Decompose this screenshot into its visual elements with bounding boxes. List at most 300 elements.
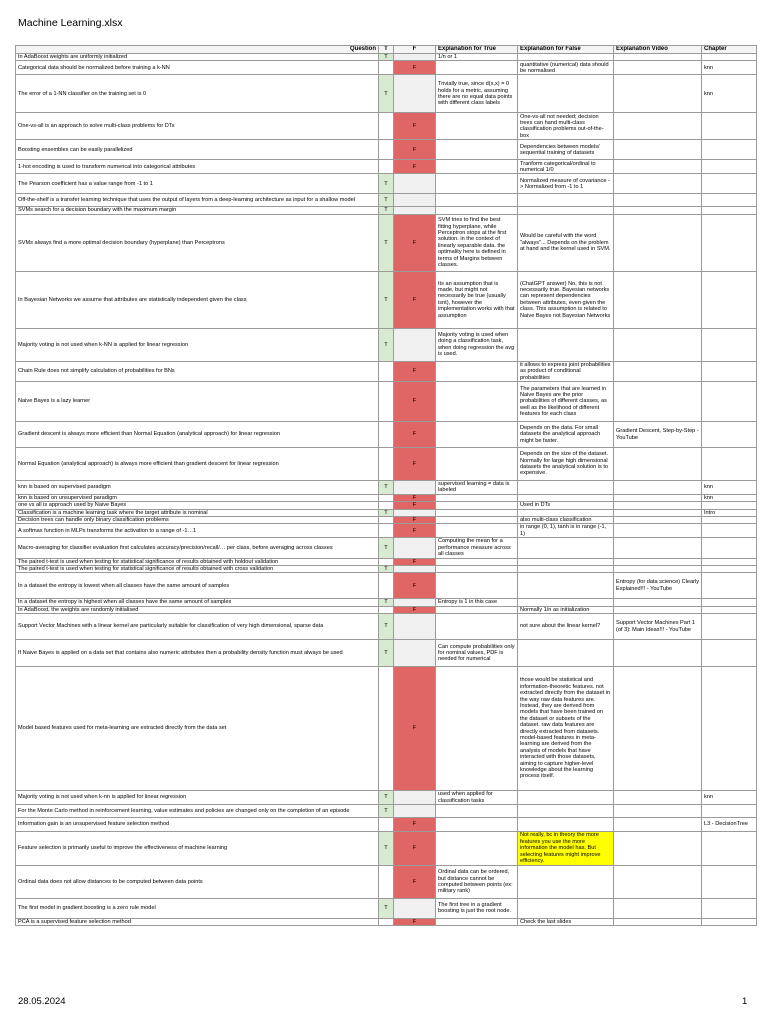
chapter-cell	[702, 614, 757, 640]
chapter-cell	[702, 174, 757, 194]
header-true: T	[379, 46, 394, 54]
true-cell	[379, 422, 394, 448]
chapter-cell	[702, 422, 757, 448]
true-cell	[379, 517, 394, 524]
explanation-false-cell: quantitative (numerical) data should be normalised	[518, 61, 614, 75]
false-cell: F	[394, 448, 436, 481]
true-cell: T	[379, 54, 394, 61]
video-cell	[614, 113, 702, 140]
video-cell	[614, 214, 702, 271]
explanation-false-cell	[518, 509, 614, 516]
explanation-true-cell	[436, 113, 518, 140]
true-cell: T	[379, 599, 394, 606]
chapter-cell: knn	[702, 481, 757, 495]
video-cell	[614, 640, 702, 667]
false-cell	[394, 75, 436, 113]
true-cell	[379, 361, 394, 381]
explanation-false-cell: Depends on the size of the dataset. Normally for large high dimensional datasets the analytical solution is to expensive.	[518, 448, 614, 481]
video-cell	[614, 817, 702, 831]
false-cell: F	[394, 865, 436, 898]
video-cell	[614, 207, 702, 214]
question-cell: SVMs search for a decision boundary with the maximum margin	[16, 207, 379, 214]
false-cell: F	[394, 667, 436, 791]
explanation-false-cell: One-vs-all not needed; decision trees can hand multi-class classification problems out-of-the-box	[518, 113, 614, 140]
false-cell: F	[394, 517, 436, 524]
table-row	[16, 509, 757, 516]
chapter-cell	[702, 524, 757, 538]
video-cell: Entropy (for data science) Clearly Explained!!! - YouTube	[614, 573, 702, 599]
spreadsheet	[15, 45, 756, 926]
explanation-true-cell	[436, 558, 518, 565]
chapter-cell	[702, 831, 757, 865]
true-cell	[379, 817, 394, 831]
false-cell: F	[394, 831, 436, 865]
explanation-true-cell	[436, 160, 518, 174]
chapter-cell: knn	[702, 75, 757, 113]
explanation-true-cell: used when applied for classification tasks	[436, 791, 518, 805]
question-cell: The first model in gradient boosting is a zero rule model	[16, 898, 379, 918]
explanation-false-cell	[518, 565, 614, 572]
chapter-cell	[702, 558, 757, 565]
video-cell	[614, 75, 702, 113]
explanation-true-cell	[436, 573, 518, 599]
video-cell	[614, 558, 702, 565]
true-cell	[379, 502, 394, 509]
table-row	[16, 160, 757, 174]
explanation-true-cell	[436, 174, 518, 194]
header-row	[16, 46, 757, 54]
explanation-true-cell	[436, 524, 518, 538]
false-cell	[394, 565, 436, 572]
chapter-cell	[702, 140, 757, 160]
false-cell	[394, 791, 436, 805]
explanation-false-cell: Not really, bc in theory the more features you use the more information the model has. But selecting features might improve efficiency.	[518, 831, 614, 865]
table-row	[16, 606, 757, 613]
table-row	[16, 565, 757, 572]
explanation-false-cell: Used in DTs	[518, 502, 614, 509]
explanation-false-cell	[518, 328, 614, 361]
explanation-false-cell: also multi-class classification	[518, 517, 614, 524]
table-row	[16, 558, 757, 565]
question-cell: The error of a 1-NN classifier on the training set is 0	[16, 75, 379, 113]
video-cell	[614, 448, 702, 481]
explanation-false-cell	[518, 640, 614, 667]
table-row	[16, 481, 757, 495]
false-cell	[394, 328, 436, 361]
question-cell: 1-hot encoding is used to transform numerical into categorical attributes	[16, 160, 379, 174]
false-cell: F	[394, 558, 436, 565]
header-false: F	[394, 46, 436, 54]
true-cell	[379, 448, 394, 481]
table-row	[16, 517, 757, 524]
chapter-cell	[702, 538, 757, 558]
footer-date: 28.05.2024	[18, 996, 66, 1007]
video-cell	[614, 606, 702, 613]
explanation-true-cell	[436, 494, 518, 501]
explanation-false-cell: it allows to express joint probabilities as product of conditional probabilities	[518, 361, 614, 381]
question-cell: Model based features used for meta-learning are extracted directly from the data set	[16, 667, 379, 791]
chapter-cell	[702, 865, 757, 898]
video-cell	[614, 599, 702, 606]
table-row	[16, 614, 757, 640]
explanation-true-cell: Entropy is 1 in this case	[436, 599, 518, 606]
explanation-false-cell	[518, 804, 614, 817]
false-cell	[394, 54, 436, 61]
explanation-false-cell	[518, 194, 614, 207]
chapter-cell	[702, 667, 757, 791]
explanation-false-cell: Normalized measure of covariance -> Normalized from -1 to 1	[518, 174, 614, 194]
true-cell: T	[379, 614, 394, 640]
table-row	[16, 422, 757, 448]
explanation-true-cell: Its an assumption that is made, but might not necessarily be true (usually isnt), however the implementation works with that assumption	[436, 271, 518, 328]
explanation-true-cell	[436, 422, 518, 448]
table-row	[16, 328, 757, 361]
false-cell	[394, 194, 436, 207]
table-row	[16, 573, 757, 599]
false-cell: F	[394, 524, 436, 538]
footer-page-number: 1	[742, 996, 748, 1007]
question-cell: Gradient descent is always more efficient than Normal Equation (analytical approach) for linear regression	[16, 422, 379, 448]
question-cell: One-vs-all is an approach to solve multi-class problems for DTs	[16, 113, 379, 140]
false-cell: F	[394, 160, 436, 174]
table-row	[16, 865, 757, 898]
question-cell: In AdaBoost weights are uniformly initialized	[16, 54, 379, 61]
explanation-false-cell	[518, 481, 614, 495]
question-cell: In AdaBoost, the weights are randomly initialised	[16, 606, 379, 613]
true-cell	[379, 667, 394, 791]
false-cell	[394, 804, 436, 817]
explanation-false-cell: not sure about the linear kernel?	[518, 614, 614, 640]
table-row	[16, 361, 757, 381]
question-cell: Decision trees can handle only binary classification problems	[16, 517, 379, 524]
explanation-true-cell	[436, 509, 518, 516]
chapter-cell: knn	[702, 61, 757, 75]
table-row	[16, 113, 757, 140]
table-row	[16, 75, 757, 113]
chapter-cell	[702, 382, 757, 422]
false-cell: F	[394, 113, 436, 140]
video-cell	[614, 494, 702, 501]
explanation-true-cell	[436, 614, 518, 640]
chapter-cell	[702, 160, 757, 174]
question-cell: In a dataset the entropy is lowest when all classes have the same amount of samples	[16, 573, 379, 599]
chapter-cell	[702, 502, 757, 509]
true-cell: T	[379, 328, 394, 361]
explanation-true-cell	[436, 817, 518, 831]
table-row	[16, 207, 757, 214]
question-cell: Categorical data should be normalized before training a k-NN	[16, 61, 379, 75]
question-cell: Boosting ensembles can be easily parallelized	[16, 140, 379, 160]
explanation-false-cell	[518, 865, 614, 898]
video-cell	[614, 565, 702, 572]
explanation-true-cell	[436, 565, 518, 572]
video-cell: Support Vector Machines Part 1 (of 3): Main Ideas!!! - YouTube	[614, 614, 702, 640]
explanation-false-cell	[518, 558, 614, 565]
explanation-true-cell	[436, 517, 518, 524]
chapter-cell	[702, 361, 757, 381]
question-cell: Chain Rule does not simplify calculation of probabilities for BNs	[16, 361, 379, 381]
video-cell	[614, 54, 702, 61]
explanation-false-cell	[518, 573, 614, 599]
true-cell: T	[379, 75, 394, 113]
true-cell: T	[379, 831, 394, 865]
header-video: Explanation Video	[614, 46, 702, 54]
table-row	[16, 640, 757, 667]
question-cell: The paired t-test is used when testing for statistical significance of results obtained with cross validation	[16, 565, 379, 572]
video-cell	[614, 517, 702, 524]
chapter-cell: Intro	[702, 509, 757, 516]
explanation-false-cell	[518, 75, 614, 113]
chapter-cell	[702, 898, 757, 918]
explanation-true-cell	[436, 448, 518, 481]
false-cell: F	[394, 502, 436, 509]
false-cell: F	[394, 214, 436, 271]
explanation-false-cell: Dependencies between models/ sequential training of datasets	[518, 140, 614, 160]
question-cell: If Naive Bayes is applied on a data set that contains also numeric attributes then a probability density function must always be used	[16, 640, 379, 667]
table-row	[16, 174, 757, 194]
chapter-cell	[702, 271, 757, 328]
false-cell: F	[394, 817, 436, 831]
explanation-false-cell	[518, 599, 614, 606]
table-row	[16, 382, 757, 422]
video-cell	[614, 918, 702, 925]
table-row	[16, 898, 757, 918]
true-cell: T	[379, 207, 394, 214]
explanation-true-cell	[436, 831, 518, 865]
true-cell: T	[379, 174, 394, 194]
table-row	[16, 194, 757, 207]
chapter-cell	[702, 565, 757, 572]
explanation-false-cell	[518, 54, 614, 61]
explanation-true-cell: Ordinal data can be ordered, but distance cannot be computed between points (ex: military rank)	[436, 865, 518, 898]
true-cell: T	[379, 640, 394, 667]
false-cell	[394, 599, 436, 606]
explanation-true-cell	[436, 61, 518, 75]
false-cell	[394, 614, 436, 640]
table-row	[16, 214, 757, 271]
question-cell: Information gain is an unsupervised feature selection method	[16, 817, 379, 831]
video-cell	[614, 328, 702, 361]
false-cell: F	[394, 573, 436, 599]
question-cell: A softmax function in MLPs transforms the activation to a range of -1…1	[16, 524, 379, 538]
explanation-true-cell	[436, 194, 518, 207]
table-row	[16, 140, 757, 160]
explanation-true-cell: supervised learning = data is labeled	[436, 481, 518, 495]
table-row	[16, 791, 757, 805]
false-cell: F	[394, 606, 436, 613]
table-row	[16, 538, 757, 558]
true-cell: T	[379, 481, 394, 495]
chapter-cell	[702, 194, 757, 207]
true-cell: T	[379, 271, 394, 328]
true-cell	[379, 573, 394, 599]
table-row	[16, 494, 757, 501]
explanation-false-cell: in range (0, 1), tanh is in range (-1, 1)	[518, 524, 614, 538]
chapter-cell	[702, 573, 757, 599]
explanation-false-cell: Check the last slides	[518, 918, 614, 925]
video-cell	[614, 791, 702, 805]
chapter-cell	[702, 640, 757, 667]
false-cell: F	[394, 918, 436, 925]
header-question: Question	[16, 46, 379, 54]
explanation-false-cell	[518, 791, 614, 805]
chapter-cell	[702, 448, 757, 481]
question-cell: Support Vector Machines with a linear kernel are particularly suitable for classification of very high dimensional, sparse data	[16, 614, 379, 640]
true-cell: T	[379, 214, 394, 271]
explanation-true-cell	[436, 606, 518, 613]
false-cell: F	[394, 494, 436, 501]
question-cell: The Pearson coefficient has a value range from -1 to 1	[16, 174, 379, 194]
video-cell	[614, 509, 702, 516]
true-cell	[379, 382, 394, 422]
explanation-true-cell	[436, 502, 518, 509]
header-explanation-false: Explanation for False	[518, 46, 614, 54]
explanation-false-cell: The parameters that are learned in Naive Bayes are the prior probabilities of different classes, as well as the likelihood of different features for each class	[518, 382, 614, 422]
false-cell	[394, 174, 436, 194]
true-cell	[379, 524, 394, 538]
question-cell: In a dataset the entropy is highest when all classes have the same amount of samples	[16, 599, 379, 606]
question-cell: Majority voting is not used when k-nn is applied for linear regression	[16, 791, 379, 805]
chapter-cell: knn	[702, 494, 757, 501]
header-chapter: Chapter	[702, 46, 757, 54]
video-cell	[614, 271, 702, 328]
video-cell	[614, 898, 702, 918]
question-cell: In Bayesian Networks we assume that attributes are statistically independent given the class	[16, 271, 379, 328]
true-cell: T	[379, 565, 394, 572]
explanation-true-cell	[436, 207, 518, 214]
explanation-false-cell	[518, 207, 614, 214]
false-cell: F	[394, 361, 436, 381]
chapter-cell	[702, 328, 757, 361]
explanation-true-cell: Computing the mean for a performance measure across all classes	[436, 538, 518, 558]
question-cell: SVMs always find a more optimal decision boundary (hyperplane) than Perceptrons	[16, 214, 379, 271]
question-cell: PCA is a supervised feature selection method	[16, 918, 379, 925]
explanation-true-cell	[436, 361, 518, 381]
table-row	[16, 448, 757, 481]
explanation-false-cell: those would be statistical and information-theoretic features. not extracted directly from the dataset in the way raw data features are. Instead, they are derived from models that have been trained on the dataset or subsets of the dataset. raw data features are directly extracted from datasets. model-based features in meta-learning are derived from the analysis of models that have interacted with those datasets, aiming to capture higher-level knowledge about the learning process itself.	[518, 667, 614, 791]
table-row	[16, 271, 757, 328]
question-cell: knn is based on supervised paradigm	[16, 481, 379, 495]
explanation-true-cell: 1/n or 1	[436, 54, 518, 61]
false-cell: F	[394, 382, 436, 422]
false-cell: F	[394, 140, 436, 160]
explanation-false-cell	[518, 817, 614, 831]
table-row	[16, 831, 757, 865]
explanation-true-cell	[436, 667, 518, 791]
false-cell	[394, 207, 436, 214]
video-cell	[614, 831, 702, 865]
video-cell: Gradient Descent, Step-by-Step - YouTube	[614, 422, 702, 448]
table-row	[16, 61, 757, 75]
video-cell	[614, 61, 702, 75]
header-explanation-true: Explanation for True	[436, 46, 518, 54]
questions-table	[15, 45, 757, 926]
false-cell	[394, 509, 436, 516]
video-cell	[614, 174, 702, 194]
question-cell: Normal Equation (analytical approach) is always more efficient than gradient descent for linear regression	[16, 448, 379, 481]
question-cell: Ordinal data does not allow distances to be computed between data points	[16, 865, 379, 898]
true-cell	[379, 558, 394, 565]
question-cell: The paired t-test is used when testing for statistical significance of results obtained with holdout validation	[16, 558, 379, 565]
explanation-false-cell	[518, 494, 614, 501]
true-cell: T	[379, 804, 394, 817]
explanation-false-cell: Depends on the data. For small datasets the analytical approach might be faster.	[518, 422, 614, 448]
video-cell	[614, 865, 702, 898]
explanation-false-cell: Would be careful with the word "always"... Depends on the problem at hand and the kernel used in SVM.	[518, 214, 614, 271]
chapter-cell	[702, 207, 757, 214]
false-cell: F	[394, 422, 436, 448]
table-row	[16, 524, 757, 538]
false-cell: F	[394, 271, 436, 328]
video-cell	[614, 538, 702, 558]
true-cell	[379, 140, 394, 160]
true-cell: T	[379, 194, 394, 207]
question-cell: Off-the-shelf is a transfer learning technique that uses the output of layers from a deep-learning architecture as input for a shallow model	[16, 194, 379, 207]
chapter-cell: L3 - DecisionTree	[702, 817, 757, 831]
question-cell: Naive Bayes is a lazy learner	[16, 382, 379, 422]
false-cell	[394, 538, 436, 558]
explanation-false-cell: (ChatGPT answer) No, this is not necessarily true. Bayesian networks can represent dependencies between attributes, even given the class. This assumption is related to Naive Bayes not Bayesian Networks	[518, 271, 614, 328]
table-row	[16, 817, 757, 831]
chapter-cell	[702, 113, 757, 140]
false-cell	[394, 481, 436, 495]
video-cell	[614, 140, 702, 160]
true-cell	[379, 494, 394, 501]
question-cell: Feature selection is primarily useful to improve the effectiveness of machine learning	[16, 831, 379, 865]
table-row	[16, 804, 757, 817]
table-row	[16, 54, 757, 61]
explanation-true-cell: Trivially true, since d(x,x) = 0 holds for a metric, assuming there are no equal data points with different class labels	[436, 75, 518, 113]
true-cell	[379, 160, 394, 174]
explanation-true-cell: The first tree in a gradient boosting is just the root node.	[436, 898, 518, 918]
chapter-cell	[702, 517, 757, 524]
true-cell: T	[379, 538, 394, 558]
explanation-true-cell: Majority voting is used when doing a classification task, when doing regression the avg is used.	[436, 328, 518, 361]
false-cell	[394, 898, 436, 918]
true-cell	[379, 606, 394, 613]
video-cell	[614, 804, 702, 817]
true-cell: T	[379, 898, 394, 918]
false-cell: F	[394, 61, 436, 75]
chapter-cell	[702, 214, 757, 271]
chapter-cell	[702, 606, 757, 613]
explanation-false-cell: Tranform categorical/ordinal to numerical 1/0	[518, 160, 614, 174]
table-row	[16, 918, 757, 925]
true-cell: T	[379, 791, 394, 805]
video-cell	[614, 524, 702, 538]
question-cell: Classification is a machine learning task where the target attribute is nominal	[16, 509, 379, 516]
table-row	[16, 502, 757, 509]
question-cell: one vs all is approach used by Naive Bayes	[16, 502, 379, 509]
video-cell	[614, 160, 702, 174]
chapter-cell	[702, 599, 757, 606]
chapter-cell	[702, 918, 757, 925]
video-cell	[614, 382, 702, 422]
true-cell: T	[379, 509, 394, 516]
explanation-false-cell	[518, 538, 614, 558]
table-row	[16, 667, 757, 791]
video-cell	[614, 502, 702, 509]
true-cell	[379, 865, 394, 898]
video-cell	[614, 194, 702, 207]
true-cell	[379, 61, 394, 75]
video-cell	[614, 481, 702, 495]
explanation-true-cell	[436, 918, 518, 925]
question-cell: For the Monte Carlo method in reinforcement learning, value estimates and policies are changed only on the completion of an episode	[16, 804, 379, 817]
chapter-cell	[702, 54, 757, 61]
document-title: Machine Learning.xlsx	[18, 17, 123, 29]
question-cell: Macro-averaging for classifier evaluation first calculates accuracy/precision/recall/… per class, before averaging across classes	[16, 538, 379, 558]
